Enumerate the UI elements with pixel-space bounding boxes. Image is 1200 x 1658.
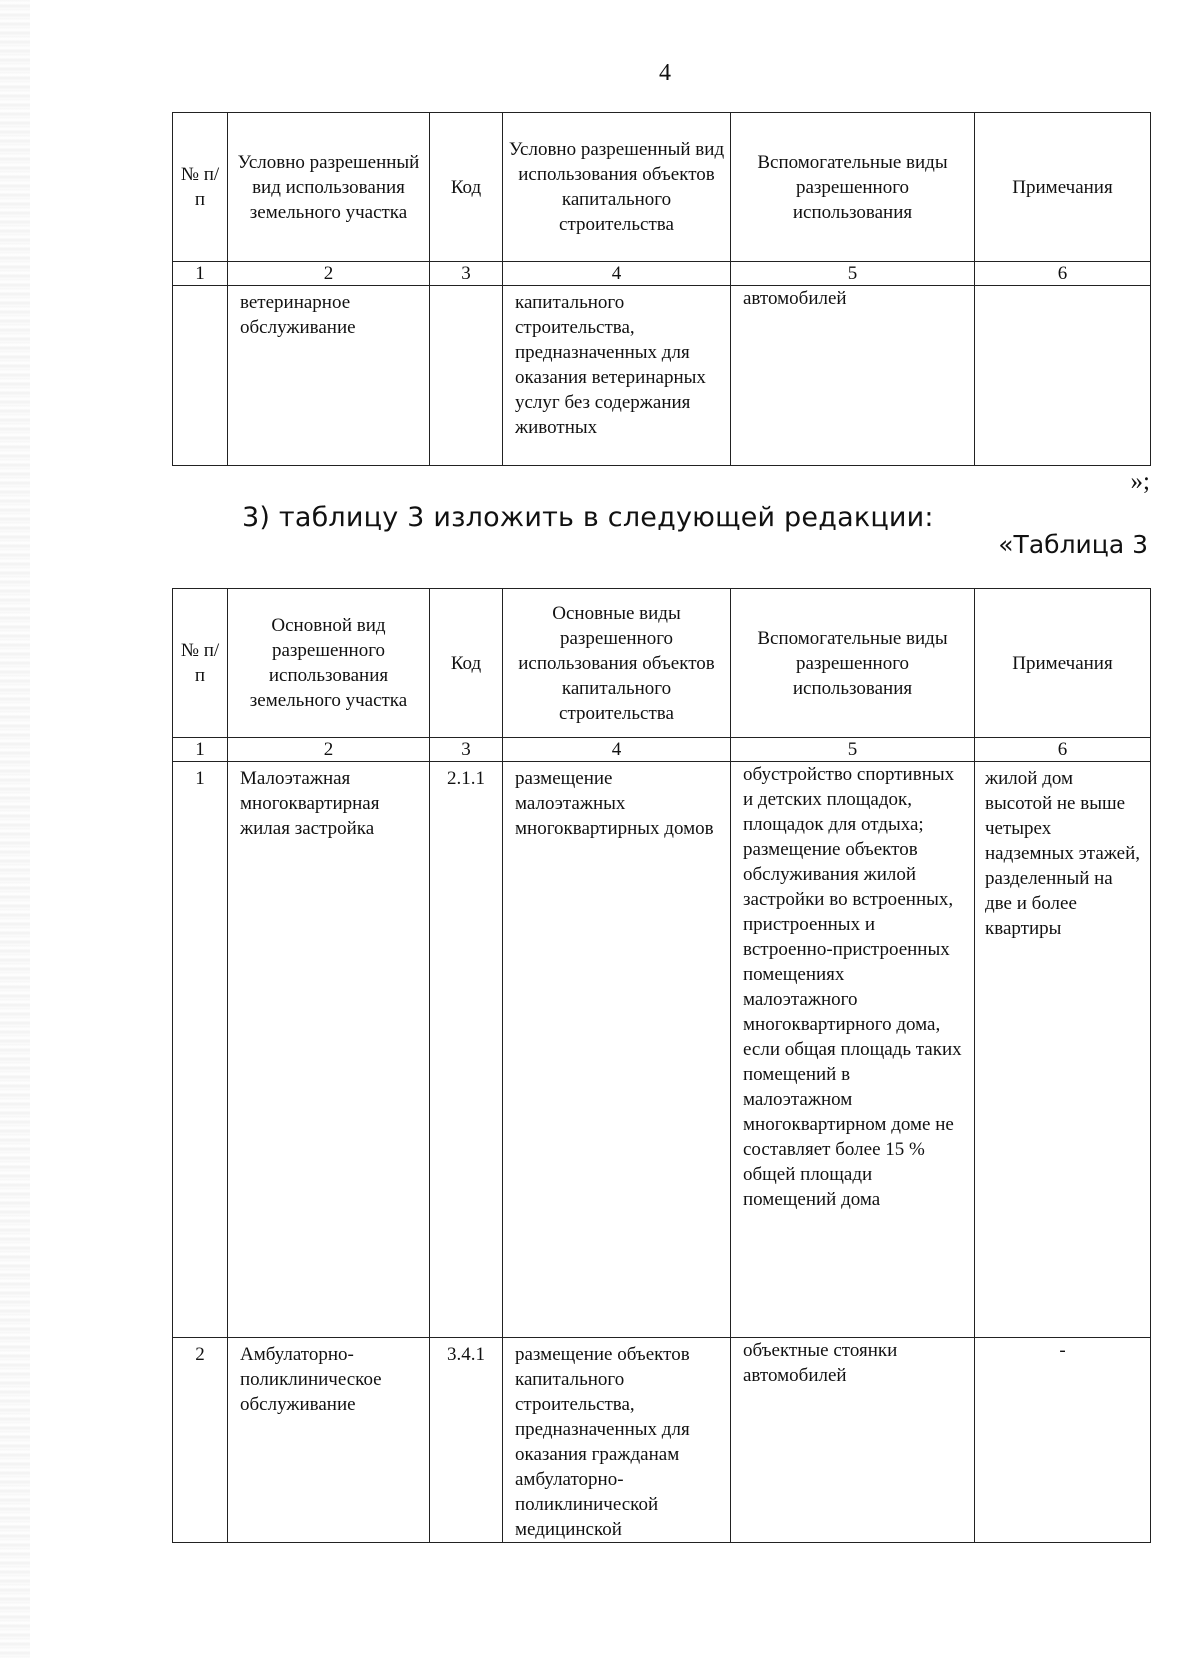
column-number-row [173,262,1151,286]
header-auxiliary: Вспомогательные виды разрешенного использования [731,589,975,738]
header-notes: Примечания [975,113,1151,262]
header-num: № п/п [173,589,228,738]
row-objects: капитального строительства, предназначенных для оказания ветеринарных услуг без содержания животных [503,286,731,466]
header-code: Код [430,589,503,738]
closing-quote: »; [1130,468,1150,495]
table-row [173,286,1151,466]
row-auxiliary: автомобилей [731,286,975,466]
row-land-use: ветеринарное обслуживание [228,286,430,466]
row-auxiliary: обустройство спортивных и детских площадок, площадок для отдыха; размещение объектов обслуживания жилой застройки во встроенных, пристроенных и встроенно-пристроенных помещениях малоэтажного многоквартирного дома, если общая площадь таких помещений в малоэтажном многоквартирном доме не составляет более 15 % общей площади помещений дома [731,762,975,1338]
header-code: Код [430,113,503,262]
row-num [173,286,228,466]
conditional-use-table [172,112,1151,466]
table-header-row [173,589,1151,738]
table-header-row [173,113,1151,262]
table-row [173,762,1151,1338]
column-number: 1 [173,738,228,762]
header-notes: Примечания [975,589,1151,738]
header-objects: Условно разрешенный вид использования объектов капитального строительства [503,113,731,262]
column-number: 6 [975,262,1151,286]
header-num: № п/п [173,113,228,262]
row-num: 1 [173,762,228,1338]
column-number: 5 [731,262,975,286]
column-number: 1 [173,262,228,286]
row-code: 3.4.1 [430,1338,503,1543]
table-row [173,1338,1151,1543]
header-land-use: Условно разрешенный вид использования земельного участка [228,113,430,262]
page-number: 4 [659,60,671,86]
column-number-row [173,738,1151,762]
row-auxiliary: объектные стоянки автомобилей [731,1338,975,1543]
column-number: 5 [731,738,975,762]
column-number: 2 [228,738,430,762]
header-land-use: Основной вид разрешенного использования земельного участка [228,589,430,738]
row-notes [975,286,1151,466]
row-land-use: Малоэтажная многоквартирная жилая застройка [228,762,430,1338]
table-caption: «Таблица 3 [998,530,1148,559]
column-number: 3 [430,262,503,286]
row-notes: - [975,1338,1151,1543]
row-num: 2 [173,1338,228,1543]
header-auxiliary: Вспомогательные виды разрешенного использования [731,113,975,262]
scan-edge [0,0,30,1658]
instruction-text: 3) таблицу 3 изложить в следующей редакции: [242,502,934,533]
row-land-use: Амбулаторно-поликлиническое обслуживание [228,1338,430,1543]
row-notes: жилой дом высотой не выше четырех надземных этажей, разделенный на две и более квартиры [975,762,1151,1338]
row-code: 2.1.1 [430,762,503,1338]
column-number: 4 [503,262,731,286]
main-use-table [172,588,1151,1543]
column-number: 4 [503,738,731,762]
row-objects: размещение объектов капитального строительства, предназначенных для оказания гражданам амбулаторно-поликлинической медицинской [503,1338,731,1543]
header-objects: Основные виды разрешенного использования объектов капитального строительства [503,589,731,738]
row-objects: размещение малоэтажных многоквартирных домов [503,762,731,1338]
column-number: 6 [975,738,1151,762]
column-number: 2 [228,262,430,286]
column-number: 3 [430,738,503,762]
row-code [430,286,503,466]
